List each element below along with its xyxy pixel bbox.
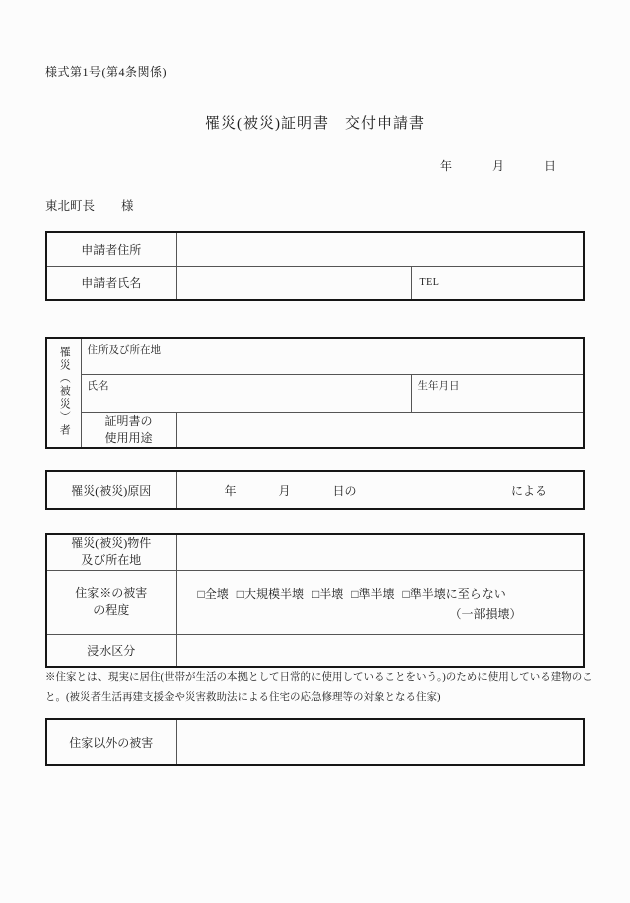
applicant-name-label: 申請者氏名 (46, 266, 176, 300)
victim-table (45, 337, 585, 449)
date-year-label: 年 (440, 159, 453, 173)
addressee-honorific: 様 (121, 199, 134, 213)
certificate-purpose-label-line2: 使用用途 (104, 430, 153, 445)
flood-category-label: 浸水区分 (46, 634, 176, 667)
victim-birthdate-input[interactable] (411, 374, 584, 412)
cause-suffix-label: による (510, 483, 547, 498)
victim-name-label: 氏名 (87, 380, 109, 392)
other-damage-table (45, 718, 585, 766)
checkbox-less-than-semi-half-collapse[interactable]: □準半壊に至らない (402, 586, 506, 601)
damage-table (45, 533, 585, 668)
non-housing-damage-input[interactable] (176, 719, 584, 765)
date-month-label: 月 (492, 159, 505, 173)
date-fill-in-line[interactable] (440, 157, 556, 174)
partial-damage-note: （一部損壊） (449, 606, 522, 621)
housing-definition-footnote (45, 668, 593, 708)
checkbox-half-collapse[interactable]: □半壊 (312, 586, 344, 601)
addressee (45, 196, 134, 214)
applicant-tel-input[interactable] (411, 266, 584, 300)
victim-birthdate-label: 生年月日 (417, 380, 460, 392)
checkbox-semi-half-collapse[interactable]: □準半壊 (351, 586, 395, 601)
damaged-property-label-line1: 罹災(被災)物件 (71, 536, 152, 550)
damaged-property-label-line2: 及び所在地 (81, 553, 142, 568)
certificate-purpose-input[interactable] (176, 412, 584, 448)
tel-label: TEL (419, 277, 440, 289)
cause-month-label: 月 (278, 483, 291, 498)
damaged-property-input[interactable] (176, 534, 584, 570)
housing-damage-label (46, 570, 176, 634)
flood-category-input[interactable] (176, 634, 584, 667)
addressee-name: 東北町長 (45, 199, 96, 213)
applicant-table (45, 231, 585, 301)
non-housing-damage-label: 住家以外の被害 (46, 719, 176, 765)
victim-vertical-label (46, 338, 81, 448)
housing-damage-label-line1: 住家※の被害 (75, 585, 148, 600)
housing-damage-label-line2: の程度 (93, 603, 130, 618)
damaged-property-label (46, 534, 176, 570)
cause-year-label: 年 (224, 483, 237, 498)
footnote-line1: ※住家とは、現実に居住(世帯が生活の本拠として日常的に使用していることをいう。)のために使用している建物のこ (45, 672, 593, 683)
page-title: 罹災(被災)証明書 交付申請書 (205, 116, 425, 132)
certificate-purpose-label (81, 412, 176, 448)
certificate-purpose-label-line1: 証明書の (104, 413, 153, 428)
form-number: 様式第1号(第4条関係) (45, 65, 167, 79)
victim-name-input[interactable] (81, 374, 411, 412)
damage-level-cell (176, 570, 584, 634)
applicant-address-label: 申請者住所 (46, 232, 176, 266)
checkbox-large-scale-half-collapse[interactable]: □大規模半壊 (236, 586, 304, 601)
victim-address-input[interactable] (81, 338, 584, 374)
cause-table (45, 470, 585, 510)
cause-label: 罹災(被災)原因 (46, 471, 176, 509)
date-day-label: 日 (544, 159, 557, 173)
victim-vertical-label-text: 罹災（被災）者 (58, 345, 71, 437)
cause-fill-in[interactable] (176, 471, 584, 509)
victim-address-label: 住所及び所在地 (87, 345, 161, 356)
cause-day-label: 日の (332, 483, 357, 498)
footnote-line2: と。(被災者生活再建支援金や災害救助法による住宅の応急修理等の対象となる住家) (45, 692, 441, 703)
checkbox-total-collapse[interactable]: □全壊 (197, 586, 229, 601)
applicant-name-input[interactable] (176, 266, 411, 300)
applicant-address-input[interactable] (176, 232, 584, 266)
